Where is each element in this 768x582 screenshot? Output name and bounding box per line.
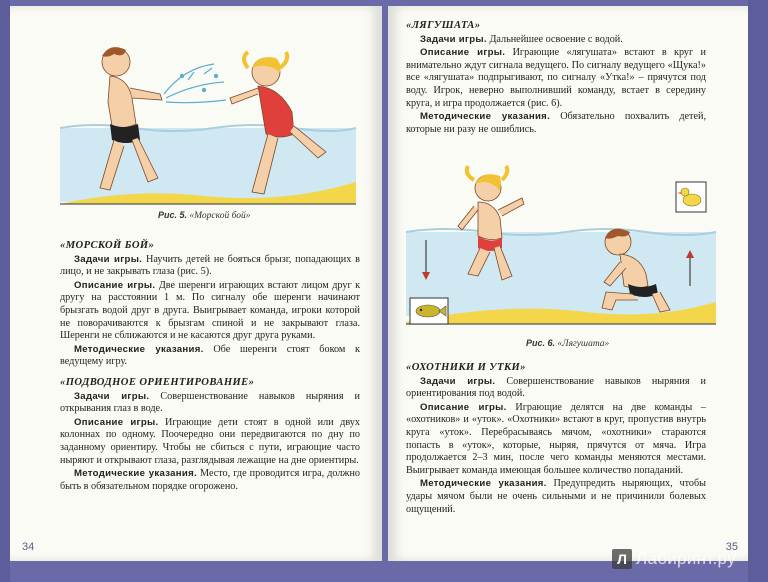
page-number-right: 35 [725, 541, 738, 553]
tasks-label: Задачи игры. [420, 33, 487, 45]
right-text-bottom [406, 354, 706, 517]
figure-5-illustration [54, 28, 364, 228]
watermark [612, 548, 736, 570]
tasks-label: Задачи игры. [74, 390, 150, 402]
method-text: Обязательно похвалить детей, которые ни разу не ошиблись. [406, 111, 706, 135]
figure-6-illustration [406, 162, 736, 332]
right-edge-band [748, 0, 768, 582]
game-3-method [406, 111, 706, 136]
tasks-text: Дальнейшее освоение с водой. [489, 33, 623, 45]
description-label: Описание игры. [74, 279, 156, 291]
description-label: Описание игры. [420, 47, 506, 59]
description-label: Описание игры. [74, 416, 159, 428]
tasks-text: Совершенствование навыков ныряния и открывания глаз в воде. [60, 390, 360, 415]
figure-5-caption [158, 210, 251, 221]
game-1-title: «МОРСКОЙ БОЙ» [60, 240, 155, 251]
right-text-top [406, 20, 706, 137]
game-4-title: «ОХОТНИКИ И УТКИ» [406, 362, 526, 373]
game-1-description [60, 280, 360, 343]
method-text: Обе шеренги стоят боком к ведущему игру. [60, 343, 361, 368]
game-4-method [406, 478, 706, 516]
game-4-description [406, 402, 706, 478]
game-2-method [60, 468, 360, 493]
game-2-description [60, 417, 360, 467]
game-4-tasks [406, 376, 706, 401]
description-text: Играющие делятся на две команды – «охотников» и «уток». «Охотники» встают в круг, пропустив внутрь круга «уток». Перебрасываясь мячом, «охотники» стараются попасть в «уток», которые, ныряя, прячутся от мяча. Игра продолжается 2–3 мин, после чего команды меняются местами. Выигрывает команда имеющая большее количество попаданий. [406, 401, 706, 476]
method-label: Методические указания. [420, 478, 547, 490]
labirint-logo-icon: Л [612, 549, 632, 569]
watermark-site-text: Лабиринт.ру [636, 549, 736, 568]
figure-5-caption-label: Рис. 5. [158, 210, 188, 220]
method-label: Методические указания. [420, 111, 551, 123]
right-page [388, 6, 748, 561]
left-page [10, 6, 382, 561]
description-label: Описание игры. [420, 401, 507, 413]
left-text-column [60, 232, 360, 494]
method-label: Методические указания. [74, 343, 204, 355]
game-2-title: «ПОДВОДНОЕ ОРИЕНТИРОВАНИЕ» [60, 376, 255, 388]
left-edge-band [0, 0, 10, 582]
figure-6-caption-label: Рис. 6. [526, 338, 556, 348]
fish-icon [410, 298, 448, 324]
page-number-left: 34 [22, 541, 35, 553]
game-1-method [60, 344, 360, 369]
duck-icon [676, 182, 706, 212]
method-label: Методические указания. [74, 468, 197, 480]
figure-6-caption [526, 338, 609, 349]
tasks-text: Научить детей не бояться брызг, попадающих в лицо, и не закрывать глаза (рис. 5). [60, 253, 360, 278]
splash-figure-icon [164, 64, 226, 103]
method-text: Предупредить ныряющих, чтобы удары мячом были не очень сильными и не причинили болевых ощущений. [406, 478, 707, 515]
game-3-description [406, 47, 706, 110]
game-1-tasks [60, 254, 360, 279]
figure-5-caption-title: «Морской бой» [189, 211, 251, 221]
game-3-tasks [406, 34, 706, 47]
figure-6-caption-title: «Лягушата» [557, 339, 610, 349]
description-text: Играющие дети стоят в одной или двух колоннах по одному. Поочередно они передвигаются по дну по заданному ориентиру. Чтобы не сбиться с пути, играющие часто ныряют и открывают глаза, разглядывая лежащие на дне ориентиры. [60, 416, 360, 466]
game-3-title: «ЛЯГУШАТА» [406, 20, 481, 31]
tasks-text: Совершенствование навыков ныряния и ориентирования под водой. [406, 375, 706, 400]
description-text: Играющие «лягушата» встают в круг и внимательно ждут сигнала ведущего. По сигналу ведущего «Щука!» все «лягушата» подпрыгивают, по сигналу «Утка!» – прячутся под воду. Игрок, неверно выполнивший команду, встает в середину круга, и игра продолжается (рис. 6). [406, 47, 706, 109]
tasks-label: Задачи игры. [74, 253, 143, 265]
game-2-tasks [60, 391, 360, 416]
tasks-label: Задачи игры. [420, 375, 496, 387]
description-text: Две шеренги играющих встают лицом друг к другу на расстоянии 1 м. По сигналу обе шеренги начинают брызгать водой друг в друга. Выигрывает команда, игроки которой не поворачиваются к брызгам спиной и не закрывают глаза. Шеренги не сближаются и не касаются друг друга руками. [60, 279, 361, 342]
method-text: Место, где проводится игра, должно быть в обязательном порядке огорожено. [60, 468, 361, 492]
